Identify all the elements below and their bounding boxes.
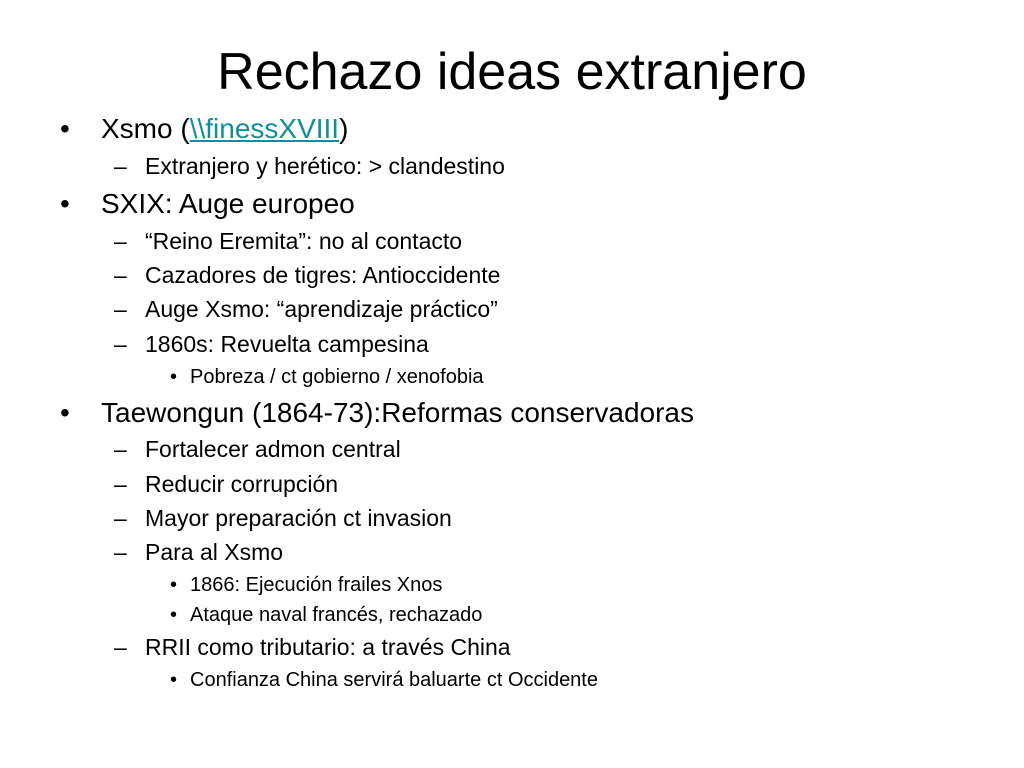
bullet-text-suffix: ) xyxy=(339,113,349,144)
sub-bullet-item: RRII como tributario: a través China xyxy=(145,634,511,660)
dash-marker: – xyxy=(114,262,127,288)
sub-sub-bullet-item: Confianza China servirá baluarte ct Occidente xyxy=(190,669,598,691)
bullet-marker: • xyxy=(60,397,70,428)
sub-bullet-item: Cazadores de tigres: Antioccidente xyxy=(145,262,501,288)
bullet-text: Xsmo ( xyxy=(101,113,190,144)
sub-sub-bullet-marker: • xyxy=(170,366,178,388)
sub-bullet-item: Auge Xsmo: “aprendizaje práctico” xyxy=(145,296,498,322)
sub-sub-bullet-marker: • xyxy=(170,574,178,596)
bullet-item-taewongun: Taewongun (1864-73):Reformas conservadoras xyxy=(101,397,694,428)
bullet-item-xsmo xyxy=(101,112,348,146)
dash-marker: – xyxy=(114,296,127,322)
sub-bullet-item: Extranjero y herético: > clandestino xyxy=(145,153,505,179)
sub-sub-bullet-marker: • xyxy=(170,669,178,691)
bullet-marker: • xyxy=(60,113,70,144)
dash-marker: – xyxy=(114,228,127,254)
sub-bullet-item: Reducir corrupción xyxy=(145,471,339,497)
dash-marker: – xyxy=(114,539,127,565)
sub-bullet-item: Mayor preparación ct invasion xyxy=(145,505,452,531)
sub-bullet-item: 1860s: Revuelta campesina xyxy=(145,331,429,357)
sub-sub-bullet-item: Ataque naval francés, rechazado xyxy=(190,604,483,626)
dash-marker: – xyxy=(114,505,127,531)
sub-bullet-item: Para al Xsmo xyxy=(145,539,284,565)
dash-marker: – xyxy=(114,153,127,179)
sub-sub-bullet-item: 1866: Ejecución frailes Xnos xyxy=(190,574,443,596)
bullet-marker: • xyxy=(60,188,70,219)
dash-marker: – xyxy=(114,634,127,660)
sub-sub-bullet-item: Pobreza / ct gobierno / xenofobia xyxy=(190,366,484,388)
slide-title: Rechazo ideas extranjero xyxy=(217,43,807,101)
sub-sub-bullet-marker: • xyxy=(170,604,178,626)
finess-link[interactable]: \\finessXVIII xyxy=(189,113,340,144)
dash-marker: – xyxy=(114,436,127,462)
bullet-item-sxix: SXIX: Auge europeo xyxy=(101,188,355,219)
dash-marker: – xyxy=(114,471,127,497)
dash-marker: – xyxy=(114,331,127,357)
sub-bullet-item: “Reino Eremita”: no al contacto xyxy=(145,228,463,254)
sub-bullet-item: Fortalecer admon central xyxy=(145,436,401,462)
